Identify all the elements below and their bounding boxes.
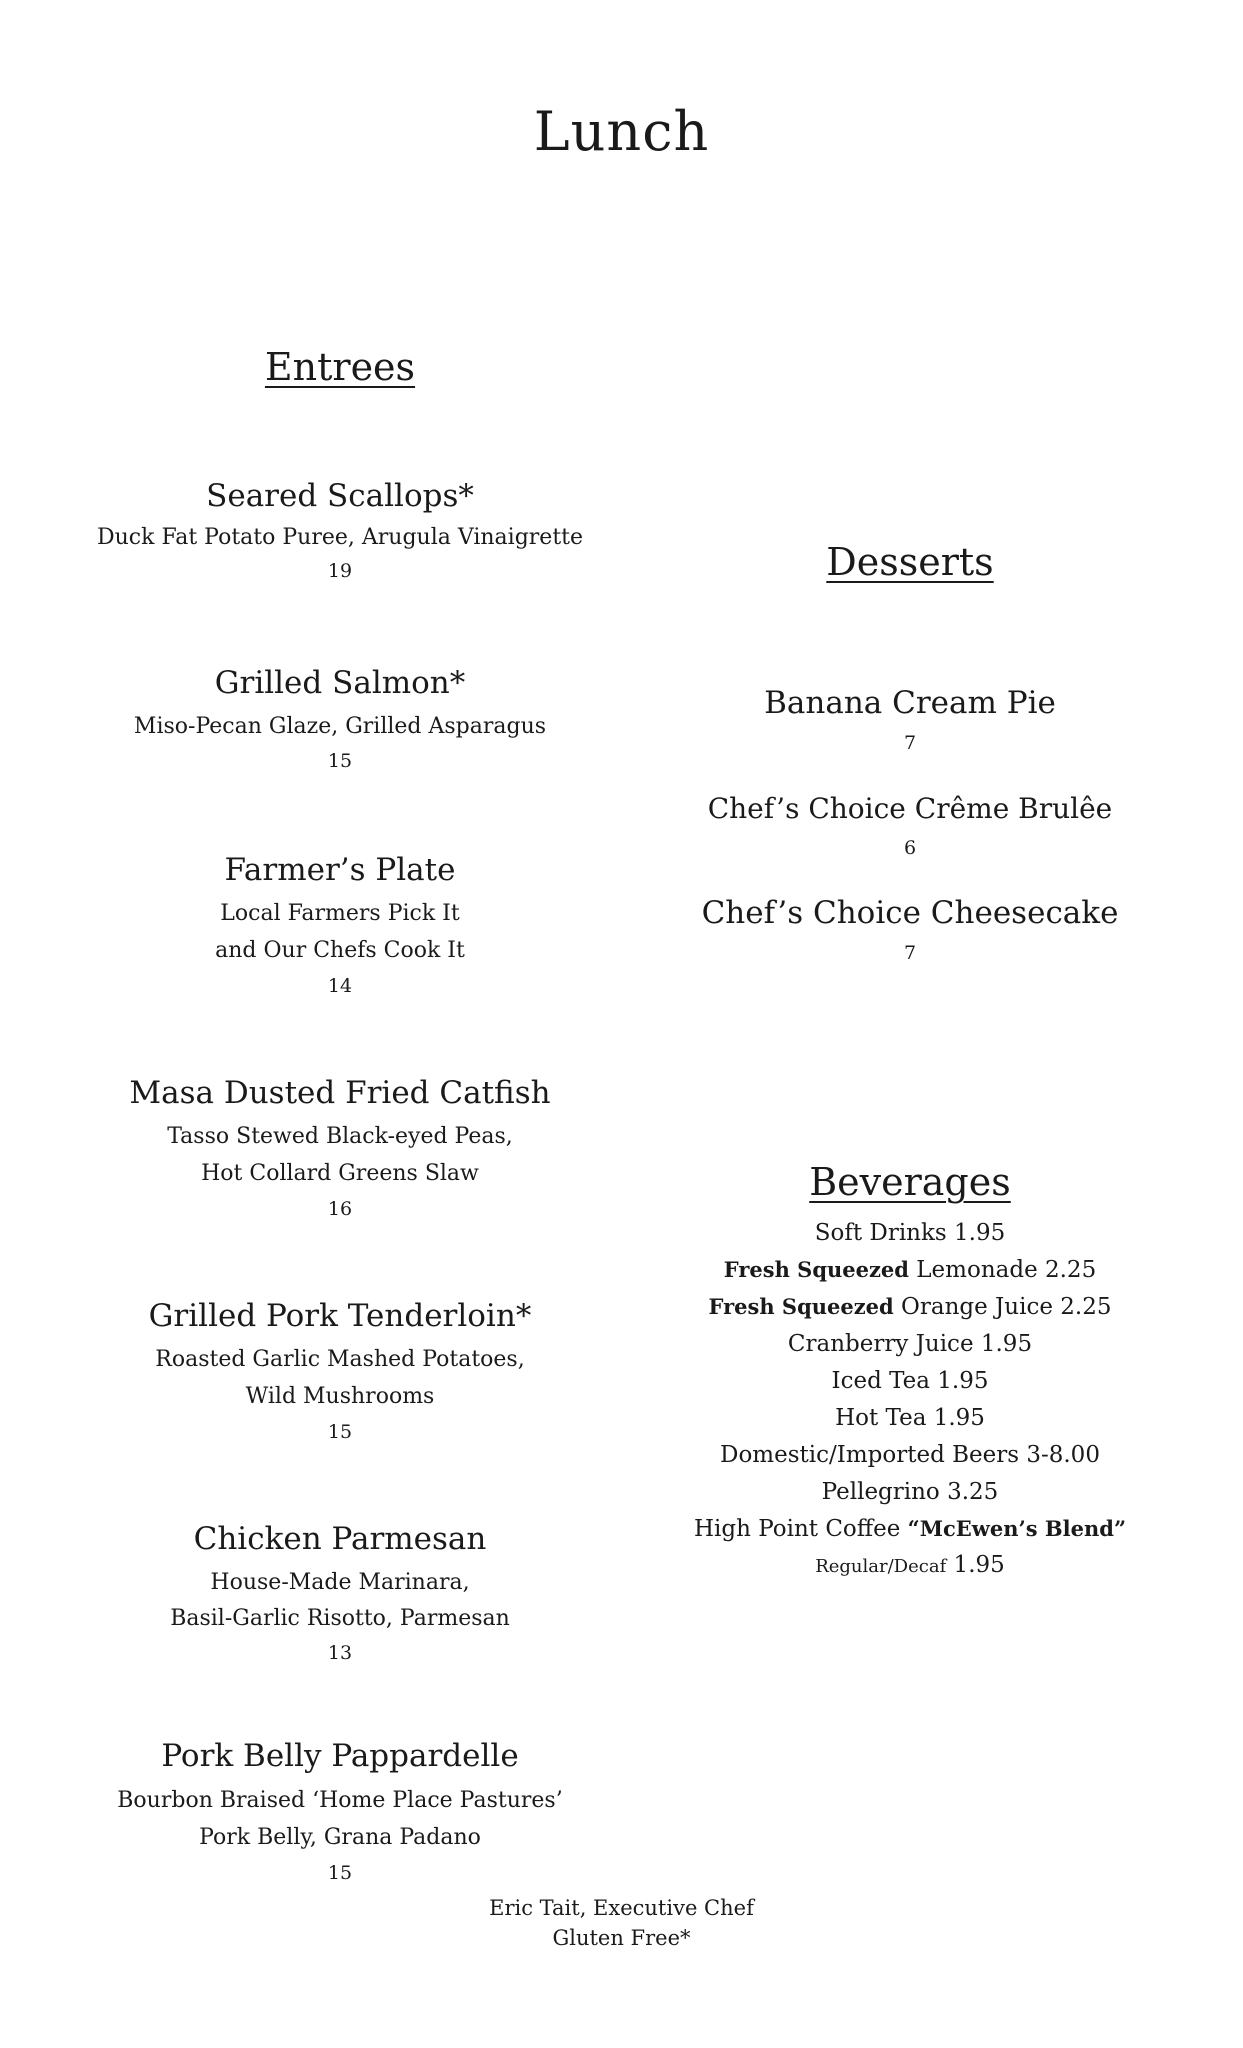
beverage-text: Domestic/Imported Beers 3-8.00 <box>720 1442 1100 1468</box>
entree-name: Grilled Salmon* <box>214 665 466 701</box>
beverage-line <box>610 1399 1210 1437</box>
entree-price: 16 <box>327 1198 353 1220</box>
entree-name: Grilled Pork Tenderloin* <box>148 1298 532 1334</box>
entree-name: Seared Scallops* <box>206 478 474 514</box>
entree-desc: Tasso Stewed Black-eyed Peas, <box>167 1124 513 1149</box>
beverage-text: Lemonade 2.25 <box>908 1257 1097 1283</box>
beverage-line <box>610 1251 1210 1289</box>
entree-price: 13 <box>327 1642 353 1664</box>
beverage-bold: “McEwen’s Blend” <box>907 1516 1127 1541</box>
entree-price: 15 <box>327 750 353 772</box>
beverage-line <box>610 1436 1210 1474</box>
dessert-name: Banana Cream Pie <box>764 685 1056 721</box>
desserts-heading: Desserts <box>826 540 994 584</box>
entree-desc: and Our Chefs Cook It <box>215 938 465 963</box>
entree-name: Masa Dusted Fried Catfish <box>129 1075 551 1111</box>
entree-desc: Pork Belly, Grana Padano <box>199 1825 481 1850</box>
dessert-name: Chef’s Choice Cheesecake <box>701 895 1119 931</box>
footer-note: Gluten Free* <box>552 1926 691 1950</box>
dessert-price: 7 <box>903 732 917 754</box>
dessert-price: 6 <box>903 837 917 859</box>
beverage-line <box>610 1473 1210 1511</box>
footer-chef: Eric Tait, Executive Chef <box>489 1896 754 1920</box>
entree-desc: Bourbon Braised ‘Home Place Pastures’ <box>117 1788 563 1813</box>
beverage-text: High Point Coffee <box>693 1516 908 1542</box>
entree-desc: Basil-Garlic Risotto, Parmesan <box>170 1606 510 1631</box>
beverage-bold: Fresh Squeezed <box>708 1294 894 1319</box>
beverage-text: 1.95 <box>946 1552 1005 1578</box>
entree-desc: Duck Fat Potato Puree, Arugula Vinaigrette <box>96 525 584 550</box>
entree-price: 15 <box>327 1421 353 1443</box>
entree-desc: Hot Collard Greens Slaw <box>201 1161 479 1186</box>
beverage-bold: Fresh Squeezed <box>723 1257 909 1282</box>
beverage-small: Regular/Decaf <box>815 1556 947 1577</box>
beverage-text: Hot Tea 1.95 <box>835 1405 985 1431</box>
beverage-text: Iced Tea 1.95 <box>831 1368 989 1394</box>
beverage-coffee <box>610 1510 1210 1548</box>
entree-price: 19 <box>327 560 353 582</box>
entrees-heading: Entrees <box>264 345 416 389</box>
dessert-name: Chef’s Choice Crême Brulêe <box>707 792 1113 825</box>
beverage-line <box>610 1214 1210 1252</box>
beverage-coffee-sub <box>610 1547 1210 1585</box>
entree-price: 14 <box>327 975 353 997</box>
entree-price: 15 <box>327 1862 353 1884</box>
entree-desc: Wild Mushrooms <box>245 1384 435 1409</box>
entree-name: Pork Belly Pappardelle <box>161 1738 519 1774</box>
beverage-text: Pellegrino 3.25 <box>821 1479 999 1505</box>
entree-desc: Roasted Garlic Mashed Potatoes, <box>155 1347 525 1372</box>
beverage-line <box>610 1362 1210 1400</box>
entree-name: Farmer’s Plate <box>224 852 456 888</box>
page-title: Lunch <box>533 100 710 163</box>
entree-desc: Local Farmers Pick It <box>220 901 460 926</box>
entree-name: Chicken Parmesan <box>193 1521 487 1557</box>
beverage-text: Orange Juice 2.25 <box>893 1294 1112 1320</box>
beverage-line <box>610 1325 1210 1363</box>
beverages-heading: Beverages <box>809 1160 1011 1204</box>
entree-desc: House-Made Marinara, <box>210 1570 470 1595</box>
dessert-price: 7 <box>903 942 917 964</box>
beverage-text: Soft Drinks 1.95 <box>814 1220 1006 1246</box>
beverage-line <box>610 1288 1210 1326</box>
entree-desc: Miso-Pecan Glaze, Grilled Asparagus <box>133 714 547 739</box>
beverage-text: Cranberry Juice 1.95 <box>787 1331 1033 1357</box>
